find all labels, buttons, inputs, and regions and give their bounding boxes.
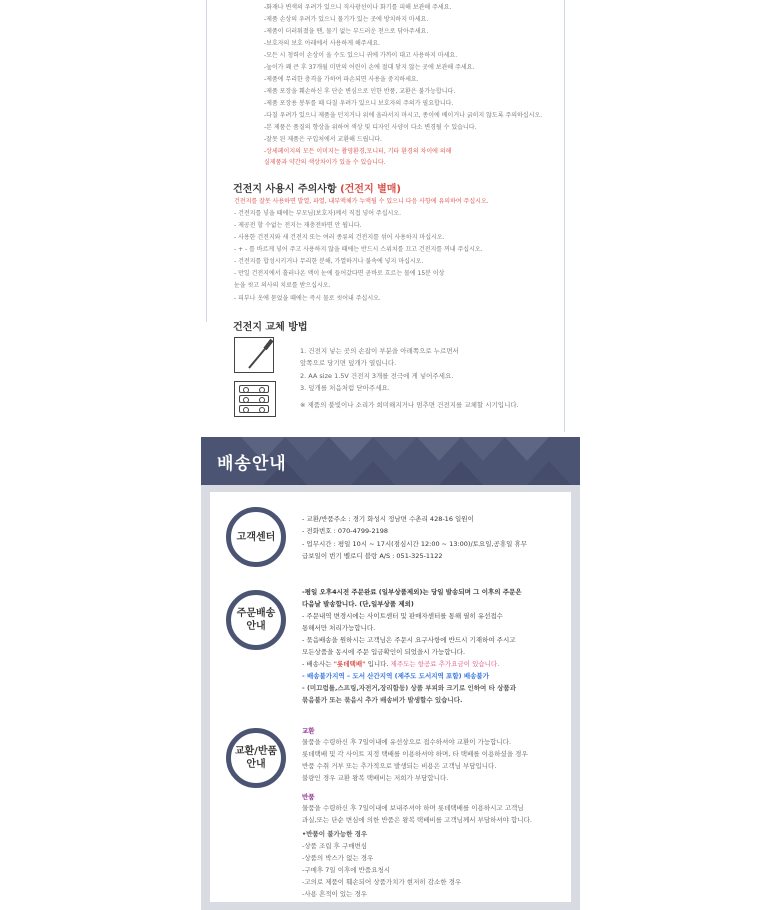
courier-line: - 배송사는 "롯데택배" 입니다. 제주도는 항공료 추가요금이 있습니다.	[302, 660, 500, 668]
courier-name: "롯데택배"	[333, 660, 366, 668]
divider	[564, 0, 565, 432]
battery-warning-line: - + - 를 바르게 넣어 주고 사용하지 않을 때에는 반드시 스위치를 끄고 건전지를 꺼내 주십시오.	[234, 246, 483, 253]
shipping-title: 배송안내	[217, 454, 287, 474]
caution-line: -높이가 꽤 큰 후 37개월 미만의 어린이 손에 절대 닿지 않는 곳에 보관해 주세요.	[264, 64, 475, 71]
return-not-possible-line: -상품의 박스가 없는 경우	[302, 854, 374, 862]
caution-line: -모든 시 청력이 손상이 올 수도 있으니 귀에 가까이 대고 사용하지 마세요.	[264, 52, 458, 59]
battery-warning-line: 눈을 씻고 의사의 치료를 받으십시오.	[234, 282, 331, 289]
battery-warning-line: - 제공전 할 수없는 전지는 재충전하면 안 됩니다.	[234, 222, 362, 229]
order-line: - 묶음배송을 원하시는 고객님은 주문시 요구사항에 반드시 기재하여 주시고	[302, 636, 516, 644]
battery-pack-illustration	[234, 381, 276, 417]
exchange-line: 반품 수취 거부 또는 추가적으로 발생되는 비용은 고객님 부담입니다.	[302, 762, 497, 770]
header-pattern	[461, 437, 505, 461]
battery-warning-note: (건전지 별매)	[340, 184, 401, 195]
battery-cell-icon	[239, 385, 269, 393]
return-not-possible-line: -사용 흔적이 있는 경우	[302, 890, 368, 898]
caution-line: -잘못 된 제품은 구입처에서 교환해 드립니다.	[264, 136, 382, 143]
header-pattern	[527, 461, 571, 485]
header-pattern	[351, 461, 395, 485]
order-line: 다음날 발송합니다. (단,일부상품 제외)	[302, 600, 414, 608]
badge-label: 안내	[246, 621, 266, 632]
badge-label: 고객센터	[236, 531, 276, 543]
caution-line-red: 실제품과 약간의 색상차이가 있을 수 있습니다.	[264, 159, 386, 166]
battery-cell-icon	[239, 405, 269, 413]
badge-label: 안내	[246, 759, 266, 770]
undeliverable-area-line: - 배송불가지역 – 도서 산간지역 (제주도 도서지역 포함) 배송불가	[302, 672, 489, 680]
order-line: - 주문내역 변경시에는 사이트센터 및 판매자센터를 통해 필히 유선접수	[302, 612, 503, 620]
order-line: -평일 오후4시전 주문완료 (일부상품제외)는 당일 발송되며 그 이후의 주문은	[302, 588, 522, 596]
customer-center-line: - 업무시간 : 평일 10시 ~ 17시(점심시간 12:00 ~ 13:00)/토요일,공휴일 휴무	[302, 540, 528, 548]
battery-note: ※ 제품의 불빛이나 소리가 희미해지거나 멈추면 건전지를 교체할 시기입니다.	[300, 401, 519, 409]
order-line: 통해서만 처리가능합니다.	[302, 624, 376, 632]
header-pattern	[373, 437, 417, 461]
caution-line: -제품 포장을 훼손하신 후 단순 변심으로 인한 반품, 교환은 불가능합니다.	[264, 88, 456, 95]
exchange-line: 불량인 경우 교환 왕복 택배비는 저희가 부담합니다.	[302, 774, 449, 782]
shipping-header	[201, 437, 580, 485]
battery-cell-icon	[239, 395, 269, 403]
caution-line: -제품에 무리한 충격을 가하여 파손되면 사용을 중지하세요.	[264, 76, 419, 83]
battery-warning-line: - 피부나 옷에 묻었을 때에는 즉시 물로 씻어내 주십시오.	[234, 295, 381, 302]
shipping-section	[201, 437, 580, 910]
return-not-possible-line: -상품 조립 후 구매변심	[302, 842, 368, 850]
bulky-item-line: - (미끄럼틀,스프링,자전거,장리함등) 상품 부피와 크기로 인하여 타 상품과	[302, 684, 516, 692]
header-pattern	[505, 437, 549, 461]
exchange-heading: 교환	[302, 727, 315, 735]
badge-label: 교환/반품	[234, 746, 278, 757]
battery-step: 앞쪽으로 당기면 덮개가 열립니다.	[300, 359, 397, 367]
customer-center-line: - 전화번호 : 070-4799-2198	[302, 527, 389, 535]
order-shipping-badge	[226, 590, 286, 650]
battery-warning-line: - 건전지를 넣을 때에는 부모님(보호자)께서 직접 넣어 주십시오.	[234, 210, 402, 217]
customer-center-badge	[226, 507, 286, 567]
header-pattern	[285, 437, 329, 461]
bulky-item-line: 묶음불가 또는 묶음시 추가 배송비가 발생할수 있습니다.	[302, 696, 463, 704]
header-pattern	[417, 437, 461, 461]
return-not-possible-line: -고의로 제품이 훼손되어 상품가치가 현저히 감소한 경우	[302, 878, 462, 886]
caution-line: -제품 포장용 봉투를 때 다칠 우려가 있으니 보호자의 주의가 필요합니다.	[264, 100, 454, 107]
return-line: 물품을 수령하신 후 7일이내에 보내주셔야 하며 롯데택배를 이용하시고 고객님	[302, 804, 524, 812]
exchange-return-badge	[226, 728, 286, 788]
header-pattern	[329, 437, 373, 461]
caution-line: -제품이 더러워졌을 땐, 물기 없는 부드러운 천으로 닦아주세요.	[264, 28, 429, 35]
battery-warning-line: - 만일 건전지에서 흘러나온 액이 눈에 들어갔다면 곧바로 흐르는 물에 15분 이상	[234, 270, 445, 277]
return-not-possible-line: -구매후 7일 이후에 반품요청시	[302, 866, 391, 874]
battery-warning-heading: 건전지 사용시 주의사항 (건전지 별매)	[233, 184, 401, 195]
battery-warning-line: - 사용한 건전지와 새 건전지 또는 여러 종류의 건전지를 섞어 사용하지 마십시오.	[234, 234, 445, 241]
return-not-possible-heading: •반품이 불가능한 경우	[302, 830, 368, 838]
battery-step: 2. AA size 1.5V 건전지 3개를 전극에 게 넣어주세요.	[300, 372, 454, 380]
caution-line: -화재나 변색의 우려가 있으니 직사광선이나 화기를 피해 보관해 주세요.	[264, 4, 452, 11]
battery-step: 3. 덮개를 처음처럼 닫아주세요.	[300, 384, 390, 392]
order-line: 모든상품을 동시에 주문 입금확인이 되었을시 가능합니다.	[302, 648, 466, 656]
customer-center-line: 급보일이 번기 벨로디 블랑 A/S : 051-325-1122	[302, 552, 443, 560]
battery-cover-illustration	[234, 337, 274, 373]
caution-line-red: -상세페이지의 모든 이미지는 촬영환경,모니터, 기타 환경의 차이에 의해	[264, 148, 452, 155]
caution-line: -다칠 우려가 있으니 제품을 던지거나 위에 올라서지 마시고, 종이에 베이거나 긁히지 않도록 주의하십시오.	[264, 112, 543, 119]
exchange-line: 물품을 수령하신 후 7일이내에 유선상으로 접수하셔야 교환이 가능합니다.	[302, 738, 512, 746]
header-pattern	[439, 461, 483, 485]
caution-line: -제품 손상의 우려가 있으니 물기가 있는 곳에 방치하지 마세요.	[264, 16, 429, 23]
screwdriver-icon	[235, 338, 275, 374]
shipping-card	[210, 492, 571, 902]
divider	[206, 0, 207, 322]
battery-step: 1. 건전지 넣는 곳의 손잡이 부분을 아래쪽으로 누르면서	[300, 347, 459, 355]
return-line: 과실,또는 단순 변심에 의한 반품은 왕복 택배비를 고객님께서 부담하셔야 합니다.	[302, 816, 532, 824]
courier-note: 제주도는 항공료 추가요금이 있습니다.	[390, 660, 500, 668]
return-heading: 반품	[302, 793, 315, 801]
caution-line: -본 제품은 품질의 향상을 위하여 색상 및 디자인 사양이 다소 변경될 수 있습니다.	[264, 124, 477, 131]
badge-label: 주문배송	[236, 608, 276, 619]
exchange-line: 롯데택배 및 각 사이트 지정 택배를 이용하셔야 하며, 타 택배를 이용하셨을 경우	[302, 750, 528, 758]
battery-warning-red: 건전지를 잘못 사용하면 발열, 파열, 내부액체가 누액될 수 있으니 다음 사항에 유의하여 주십시오.	[234, 198, 489, 205]
battery-replace-heading: 건전지 교체 방법	[233, 322, 308, 333]
customer-center-line: - 교환/반품주소 : 경기 화성시 정남면 수촌리 428-16 일원이	[302, 515, 474, 523]
caution-line: -보호자의 보호 아래에서 사용하게 해주세요.	[264, 40, 381, 47]
battery-warning-line: - 건전지를 합성시키거나 무리한 분해, 가열하거나 불속에 넣지 마십시오.	[234, 258, 424, 265]
